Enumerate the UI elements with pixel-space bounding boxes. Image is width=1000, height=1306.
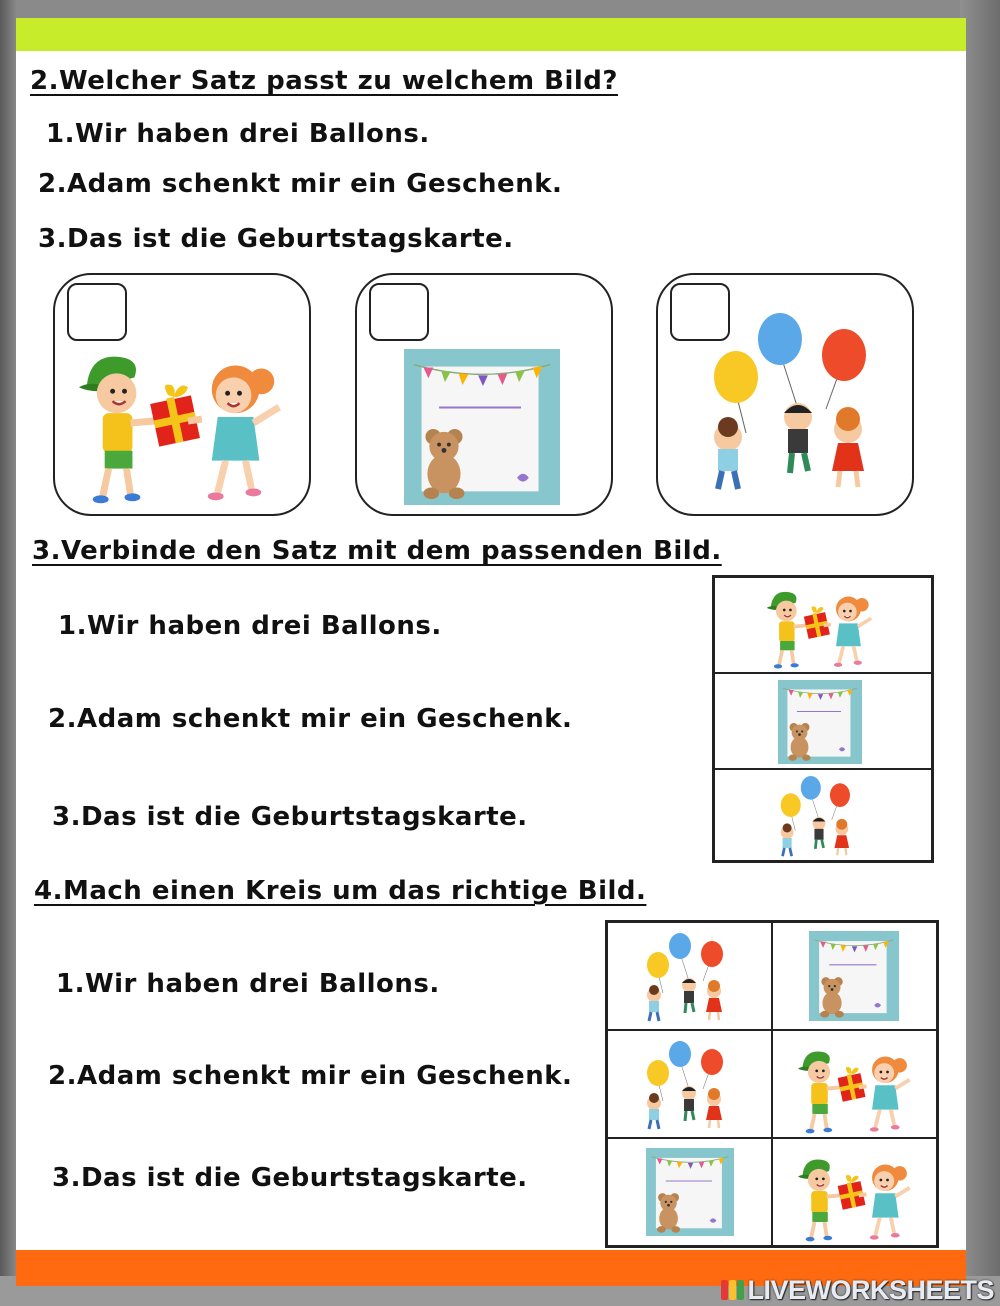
section-3-picture-cell[interactable] <box>714 673 932 769</box>
section-4-option-cell[interactable] <box>772 1030 937 1138</box>
gift-picture <box>791 1041 921 1135</box>
card-picture <box>777 680 863 764</box>
liveworksheets-logo-icon <box>721 1278 745 1302</box>
answer-box[interactable] <box>67 283 127 341</box>
gift-picture <box>759 582 883 670</box>
worksheet-page <box>16 18 966 1286</box>
section-3-sentence-3[interactable]: 3.Das ist die Geburtstagskarte. <box>52 802 528 832</box>
balloons-picture <box>698 313 898 493</box>
section-2-heading: 2.Welcher Satz passt zu welchem Bild? <box>30 66 618 96</box>
section-2-card-gift <box>53 273 311 516</box>
answer-box[interactable] <box>369 283 429 341</box>
section-4-sentence-3: 3.Das ist die Geburtstagskarte. <box>52 1163 528 1193</box>
card-picture <box>646 1147 734 1237</box>
section-4-option-cell[interactable] <box>772 922 937 1030</box>
section-4-option-cell[interactable] <box>607 1030 772 1138</box>
top-color-band <box>16 18 966 51</box>
section-2-sentence-2: 2.Adam schenkt mir ein Geschenk. <box>38 169 563 199</box>
section-3-sentence-2[interactable]: 2.Adam schenkt mir ein Geschenk. <box>48 704 573 734</box>
section-3-picture-cell[interactable] <box>714 769 932 861</box>
section-4-heading: 4.Mach einen Kreis um das richtige Bild. <box>34 876 647 906</box>
background-top <box>0 0 1000 18</box>
background-right <box>960 0 1000 1306</box>
card-picture <box>809 931 899 1021</box>
section-3-picture-column <box>712 575 934 863</box>
section-3-sentence-1[interactable]: 1.Wir haben drei Ballons. <box>58 611 442 641</box>
section-2-sentence-1: 1.Wir haben drei Ballons. <box>46 119 430 149</box>
section-4-option-cell[interactable] <box>607 1138 772 1246</box>
liveworksheets-logo-text: LIVEWORKSHEETS <box>747 1274 994 1305</box>
balloons-picture <box>636 1041 742 1131</box>
section-2-sentence-3: 3.Das ist die Geburtstagskarte. <box>38 224 514 254</box>
section-3-picture-cell[interactable] <box>714 577 932 673</box>
section-3-heading: 3.Verbinde den Satz mit dem passenden Bild. <box>32 536 722 566</box>
section-4-picture-grid <box>605 920 939 1248</box>
balloons-picture <box>636 933 742 1023</box>
section-4-sentence-1: 1.Wir haben drei Ballons. <box>56 969 440 999</box>
balloons-picture <box>771 776 867 858</box>
section-4-option-cell[interactable] <box>772 1138 937 1246</box>
section-4-option-cell[interactable] <box>607 922 772 1030</box>
gift-picture <box>791 1149 921 1243</box>
liveworksheets-logo[interactable] <box>721 1276 994 1304</box>
gift-picture <box>69 337 297 507</box>
section-4-sentence-2: 2.Adam schenkt mir ein Geschenk. <box>48 1061 573 1091</box>
card-picture <box>403 349 561 505</box>
section-2-card-birthday <box>355 273 613 516</box>
section-2-card-balloons <box>656 273 914 516</box>
